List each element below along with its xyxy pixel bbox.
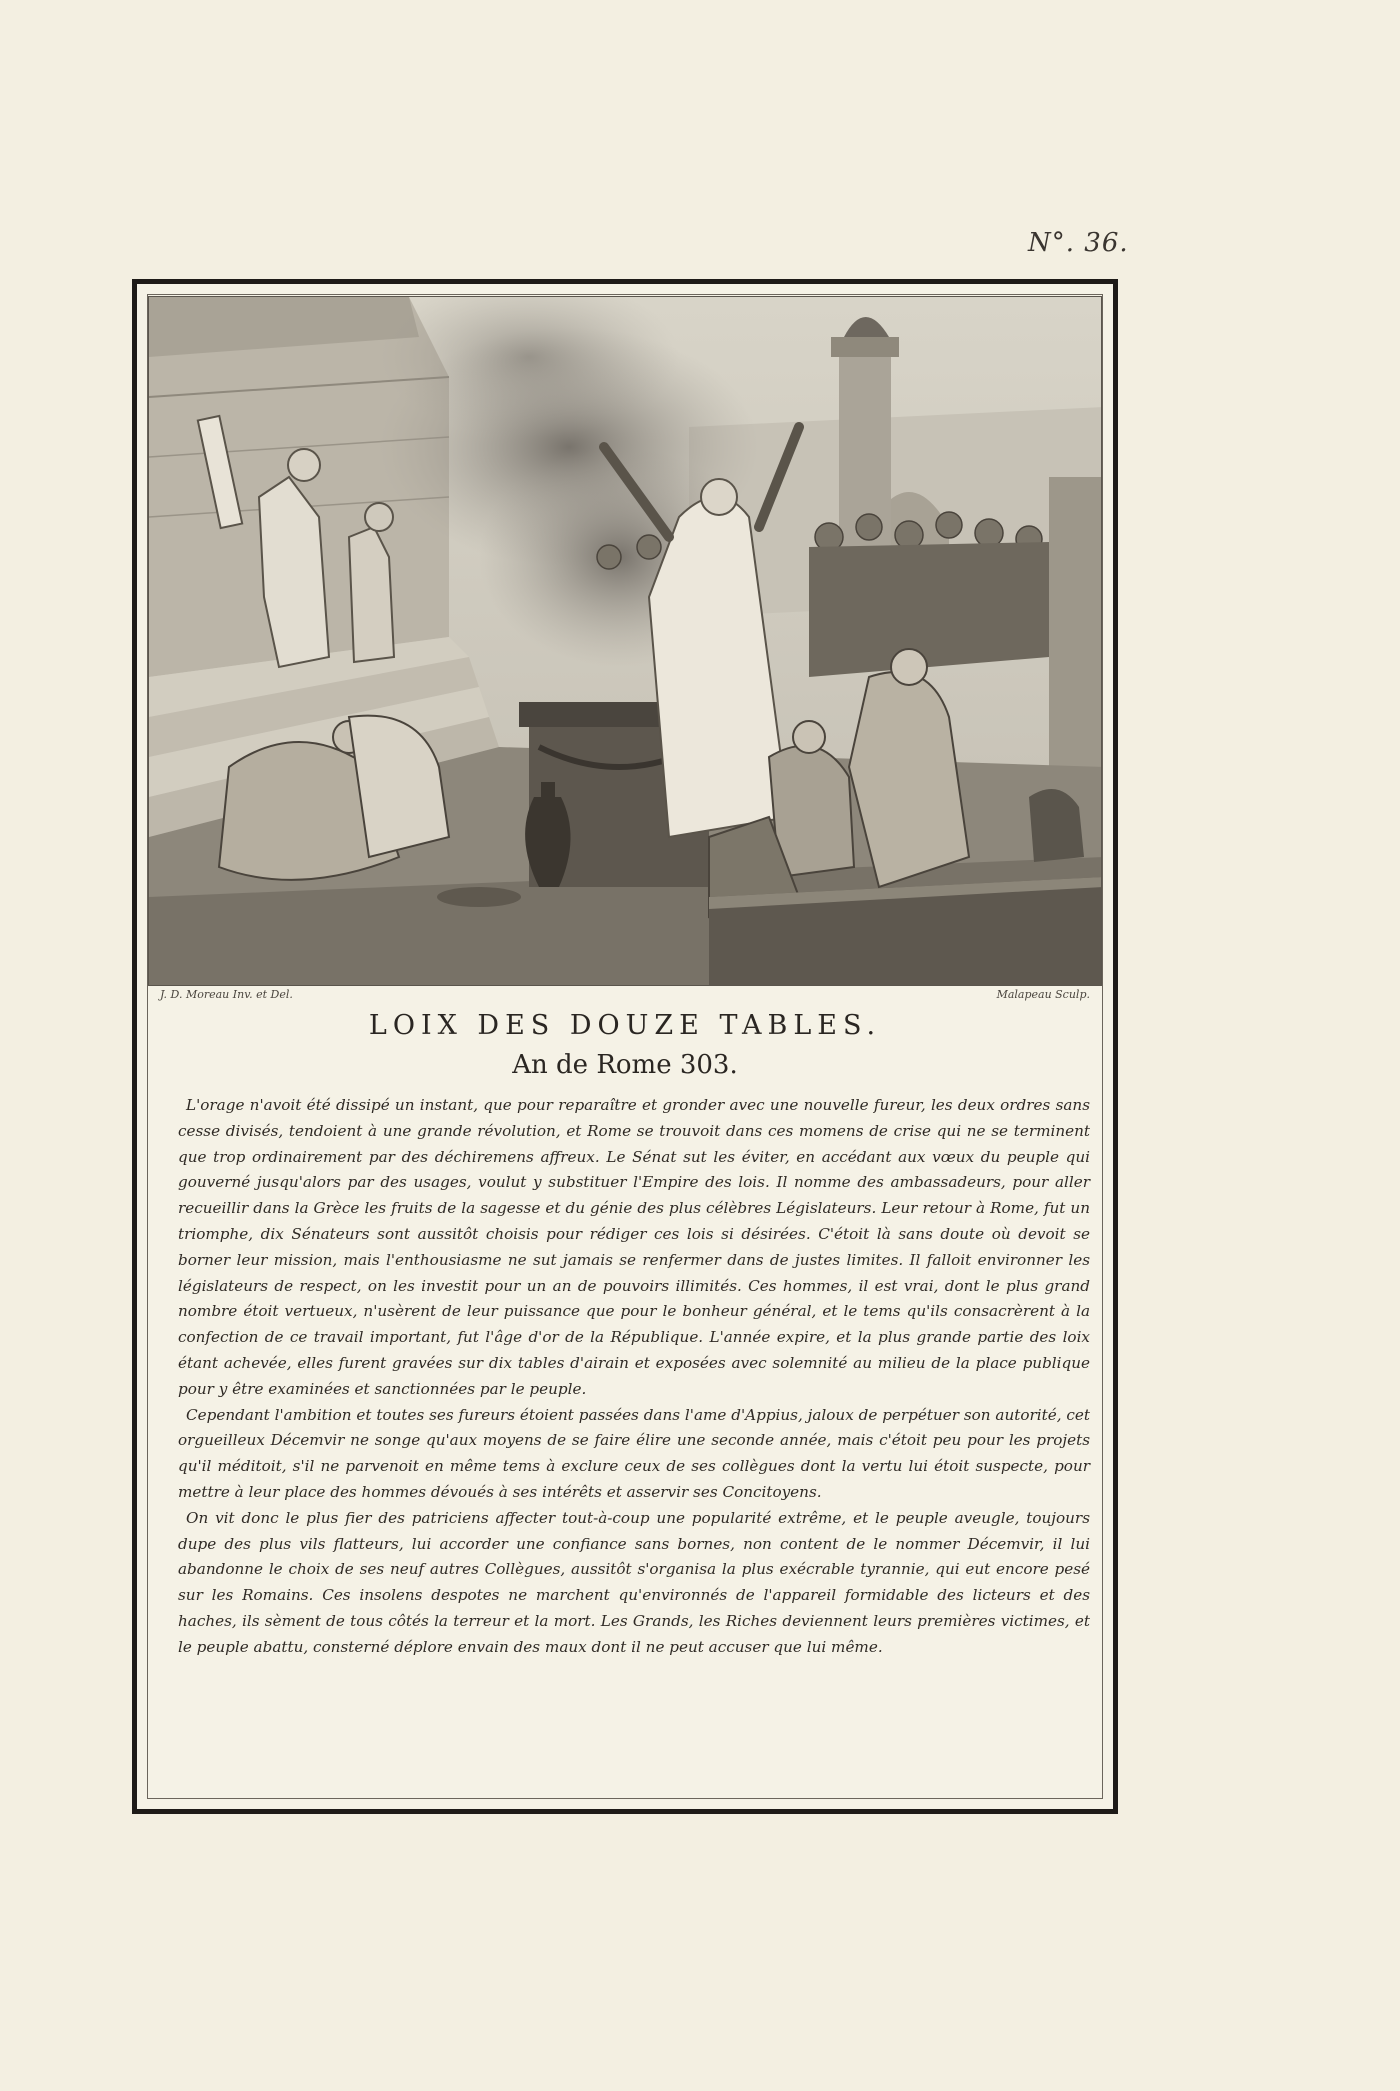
plate-subtitle: An de Rome 303. xyxy=(512,1050,738,1080)
plate-title: LOIX DES DOUZE TABLES. xyxy=(368,1010,882,1041)
engraving-credits xyxy=(160,988,1090,1001)
paragraph: Cependant l'ambition et toutes ses fureurs étoient passées dans l'ame d'Appius, jaloux de perpétuer son autorité, cet orgueilleux Décemvir ne songe qu'aux moyens de se faire élire une seconde année, mais c'étoit peu pour les projets qu'il méditoit, s'il ne parvenoit en même tems à exclure ceux de ses collègues dont la vertu lui étoit suspecte, pour mettre à leur place des hommes dévoués à ses intérêts et asservir ses Concitoyens. xyxy=(178,1405,1090,1501)
credit-designer: J. D. Moreau Inv. et Del. xyxy=(160,988,293,1001)
credit-engraver: Malapeau Sculp. xyxy=(996,988,1090,1001)
page-number: N°. 36. xyxy=(1028,228,1129,258)
engraving-illustration xyxy=(148,296,1102,986)
plate-body-text xyxy=(178,1093,1090,1661)
paragraph: L'orage n'avoit été dissipé un instant, que pour reparaître et gronder avec une nouvelle fureur, les deux ordres sans cesse divisés, tendoient à une grande révolution, et Rome se trouvoit dans ces momens de crise qui ne se terminent que trop ordinairement par des déchiremens affreux. Le Sénat sut les éviter, en accédant aux vœux du peuple qui gouverné jusqu'alors par des usages, voulut y substituer l'Empire des lois. Il nomme des ambassadeurs, pour aller recueillir dans la Grèce les fruits de la sagesse et du génie des plus célèbres Législateurs. Leur retour à Rome, fut un triomphe, dix Sénateurs sont aussitôt choisis pour rédiger ces lois si désirées. C'étoit là sans doute où devoit se borner leur mission, mais l'enthousiasme ne sut jamais se renfermer dans de justes limites. Il falloit environner les législateurs de respect, on les investit pour un an de pouvoirs illimités. Ces hommes, il est vrai, dont le plus grand nombre étoit vertueux, n'usèrent de leur puissance que pour le bonheur général, et le tems qu'ils consacrèrent à la confection de ce travail important, fut l'âge d'or de la République. L'année expire, et la plus grande partie des loix étant achevée, elles furent gravées sur dix tables d'airain et exposées avec solemnité au milieu de la place publique pour y être examinées et sanctionnées par le peuple. xyxy=(178,1096,1090,1398)
paragraph: On vit donc le plus fier des patriciens affecter tout-à-coup une popularité extrême, et le peuple aveugle, toujours dupe des plus vils flatteurs, lui accorder une confiance sans bornes, non content de le nommer Décemvir, il lui abandonne le choix de ses neuf autres Collègues, aussitôt s'organisa la plus exécrable tyrannie, qui eut encore pesé sur les Romains. Ces insolens despotes ne marchent qu'environnés de l'appareil formidable des licteurs et des haches, ils sèment de tous côtés la terreur et la mort. Les Grands, les Riches deviennent leurs premières victimes, et le peuple abattu, consterné déplore envain des maux dont il ne peut accuser que lui même. xyxy=(178,1508,1090,1656)
